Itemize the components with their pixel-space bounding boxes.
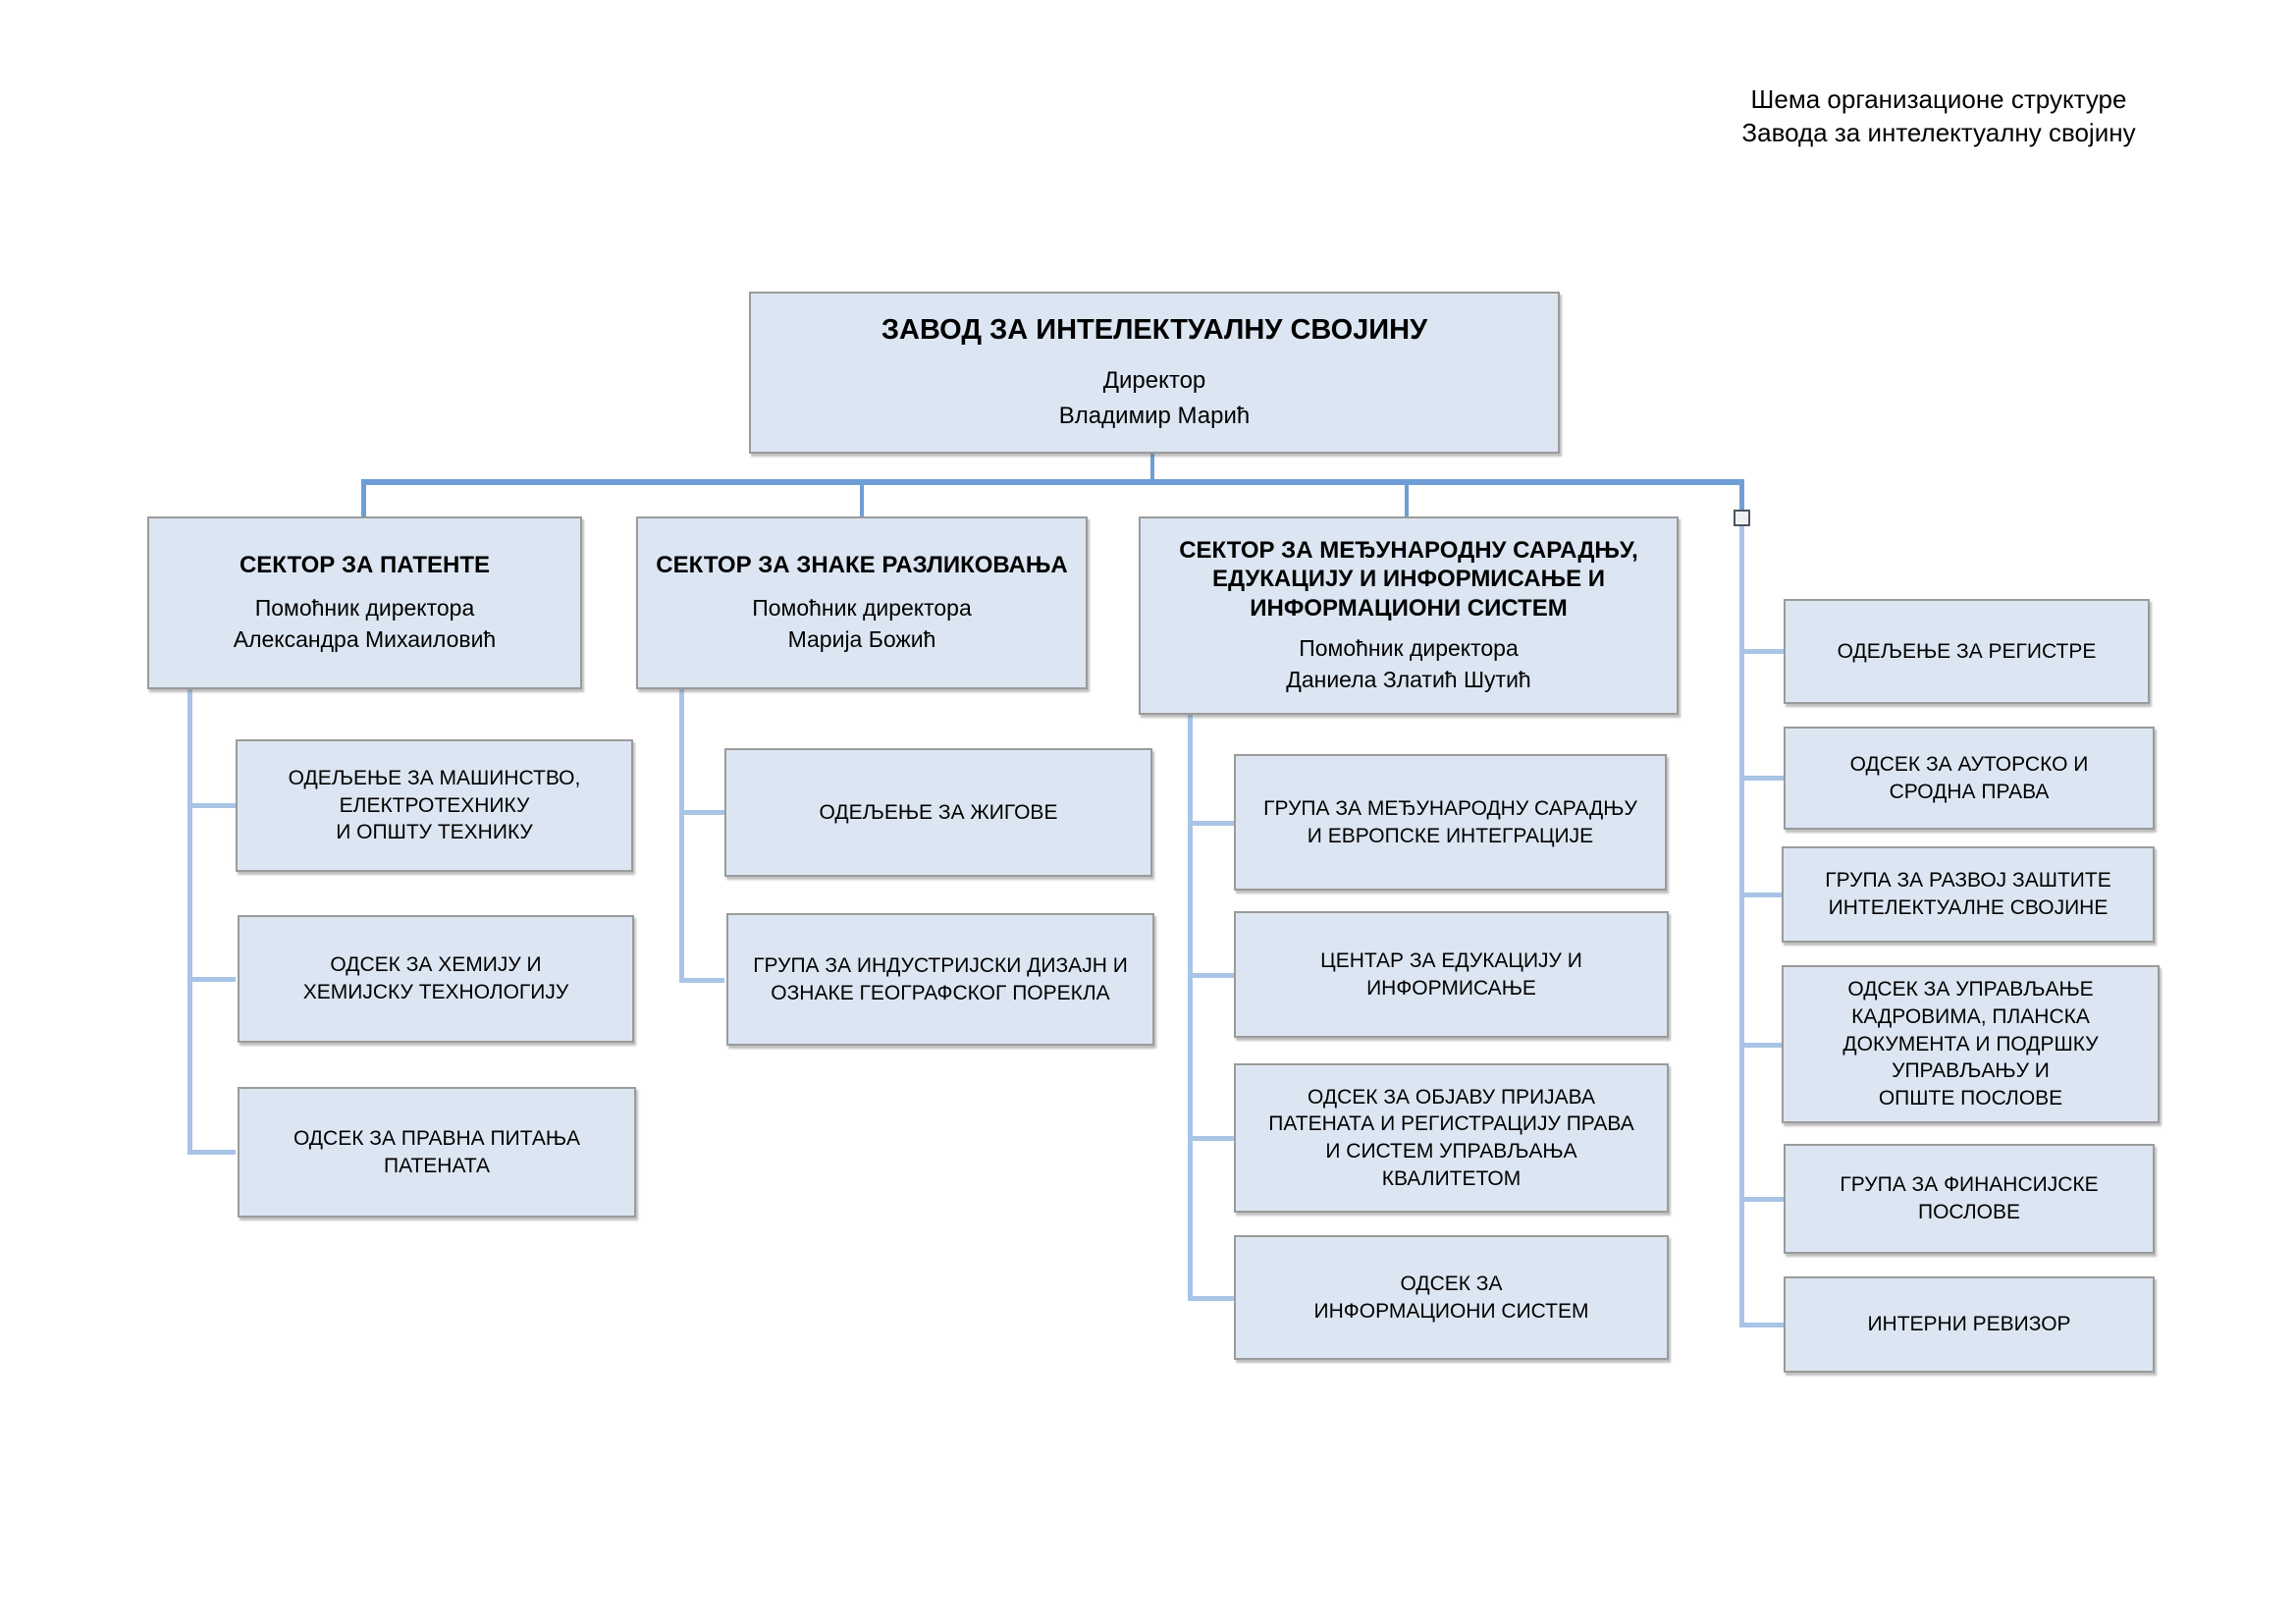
unit-label: ОДСЕК ЗА АУТОРСКО И СРОДНА ПРАВА (1849, 752, 2089, 803)
chart-caption-line1: Шема организационе структуре (1750, 84, 2127, 114)
unit-box-industrial-design (726, 913, 1154, 1046)
connector-line (679, 978, 724, 983)
connector-line (1739, 776, 1784, 781)
connector-line (187, 689, 192, 1155)
unit-box-copyright (1784, 727, 2155, 830)
org-title: ЗАВОД ЗА ИНТЕЛЕКТУАЛНУ СВОЈИНУ (881, 313, 1428, 346)
unit-label: ОДСЕК ЗА ОБЈАВУ ПРИЈАВА ПАТЕНАТА И РЕГИСТРАЦИЈУ ПРАВА И СИСТЕМ УПРАВЉАЊА КВАЛИТЕТОМ (1268, 1085, 1634, 1190)
unit-label: ОДЕЉЕЊЕ ЗА МАШИНСТВО, ЕЛЕКТРОТЕХНИКУ И ОПШТУ ТЕХНИКУ (288, 766, 581, 844)
connector-line (187, 1150, 236, 1155)
unit-box-hr-general-affairs (1782, 965, 2160, 1123)
sector-title: СЕКТОР ЗА МЕЂУНАРОДНУ САРАДЊУ, ЕДУКАЦИЈУ И ИНФОРМИСАЊЕ И ИНФОРМАЦИОНИ СИСТЕМ (1179, 537, 1638, 622)
director-name: Владимир Марић (1058, 402, 1251, 429)
connector-line (1188, 973, 1234, 978)
sector-patents-box (147, 516, 582, 689)
connector-line (1188, 821, 1234, 826)
unit-box-machinery (236, 739, 633, 872)
sector-role: Помоћник директора (254, 594, 475, 621)
unit-box-information-system (1234, 1235, 1669, 1360)
director-role: Директор (1102, 367, 1206, 395)
connector-line (1739, 1197, 1784, 1202)
unit-box-patent-legal (238, 1087, 636, 1218)
sector-head-name: Александра Михаиловић (233, 625, 497, 652)
sector-head-name: Даниела Златић Шутић (1286, 666, 1531, 692)
unit-label: ЦЕНТАР ЗА ЕДУКАЦИЈУ И ИНФОРМИСАЊЕ (1320, 948, 1582, 1000)
sector-distinctive-signs-box (636, 516, 1088, 689)
sector-title: СЕКТОР ЗА ЗНАКЕ РАЗЛИКОВАЊА (656, 552, 1068, 579)
unit-label: ИНТЕРНИ РЕВИЗОР (1867, 1313, 2071, 1336)
connector-line (860, 485, 864, 516)
connector-line (1188, 1136, 1234, 1141)
sector-role: Помоћник директора (1299, 635, 1519, 661)
connector-line (679, 689, 684, 983)
connector-line (187, 977, 236, 982)
sector-role: Помоћник директора (752, 594, 972, 621)
unit-box-trademarks (724, 748, 1152, 877)
connector-line (1188, 715, 1193, 1301)
connector-line (1188, 1296, 1234, 1301)
director-box (749, 292, 1560, 454)
unit-box-internal-auditor (1784, 1276, 2155, 1373)
sector-head-name: Марија Божић (787, 625, 936, 652)
chart-caption-line2: Завода за интелектуалну својину (1741, 118, 2136, 147)
connector-line (1739, 479, 1744, 513)
sector-title: СЕКТОР ЗА ПАТЕНТЕ (239, 552, 491, 579)
connector-line (1739, 1043, 1784, 1048)
unit-label: ОДЕЉЕЊЕ ЗА РЕГИСТРЕ (1837, 639, 2097, 663)
unit-label: ГРУПА ЗА ФИНАНСИЈСКЕ ПОСЛОВЕ (1840, 1173, 2099, 1223)
connector-line (1739, 1323, 1784, 1327)
unit-label: ГРУПА ЗА РАЗВОЈ ЗАШТИТЕ ИНТЕЛЕКТУАЛНЕ СВОЈИНЕ (1825, 869, 2111, 919)
unit-label: ГРУПА ЗА МЕЂУНАРОДНУ САРАДЊУ И ЕВРОПСКЕ ИНТЕГРАЦИЈЕ (1263, 796, 1637, 847)
sector-international-cooperation-box (1139, 516, 1679, 715)
unit-label: ОДСЕК ЗА ПРАВНА ПИТАЊА ПАТЕНАТА (293, 1126, 581, 1177)
connector-line (679, 810, 724, 815)
connector-line (1739, 893, 1784, 897)
connector-line (1405, 485, 1409, 516)
connector-line (187, 803, 236, 808)
connector-line (1739, 513, 1744, 1327)
connector-line (361, 479, 1744, 485)
unit-label: ОДСЕК ЗА ИНФОРМАЦИОНИ СИСТЕМ (1313, 1272, 1589, 1323)
unit-label: ОДСЕК ЗА УПРАВЉАЊЕ КАДРОВИМА, ПЛАНСКА ДОКУМЕНТА И ПОДРШКУ УПРАВЉАЊУ И ОПШТЕ ПОСЛОВЕ (1842, 978, 2099, 1110)
unit-box-financial-affairs (1784, 1144, 2155, 1254)
unit-label: ОДСЕК ЗА ХЕМИЈУ И ХЕМИЈСКУ ТЕХНОЛОГИЈУ (302, 953, 569, 1003)
connector-line (1739, 649, 1784, 654)
connector-line (361, 479, 366, 516)
unit-box-international-cooperation-group (1234, 754, 1667, 891)
unit-label: ГРУПА ЗА ИНДУСТРИЈСКИ ДИЗАЈН И ОЗНАКЕ ГЕОГРАФСКОГ ПОРЕКЛА (753, 953, 1128, 1004)
connector-handle (1734, 510, 1750, 526)
unit-box-ip-development-group (1782, 846, 2155, 943)
connector-line (1150, 454, 1154, 481)
chart-caption (1708, 82, 2169, 149)
unit-label: ОДЕЉЕЊЕ ЗА ЖИГОВЕ (819, 800, 1058, 824)
unit-box-registers (1784, 599, 2150, 704)
unit-box-chemistry (238, 915, 634, 1043)
unit-box-education-center (1234, 911, 1669, 1038)
unit-box-publication-quality (1234, 1063, 1669, 1213)
